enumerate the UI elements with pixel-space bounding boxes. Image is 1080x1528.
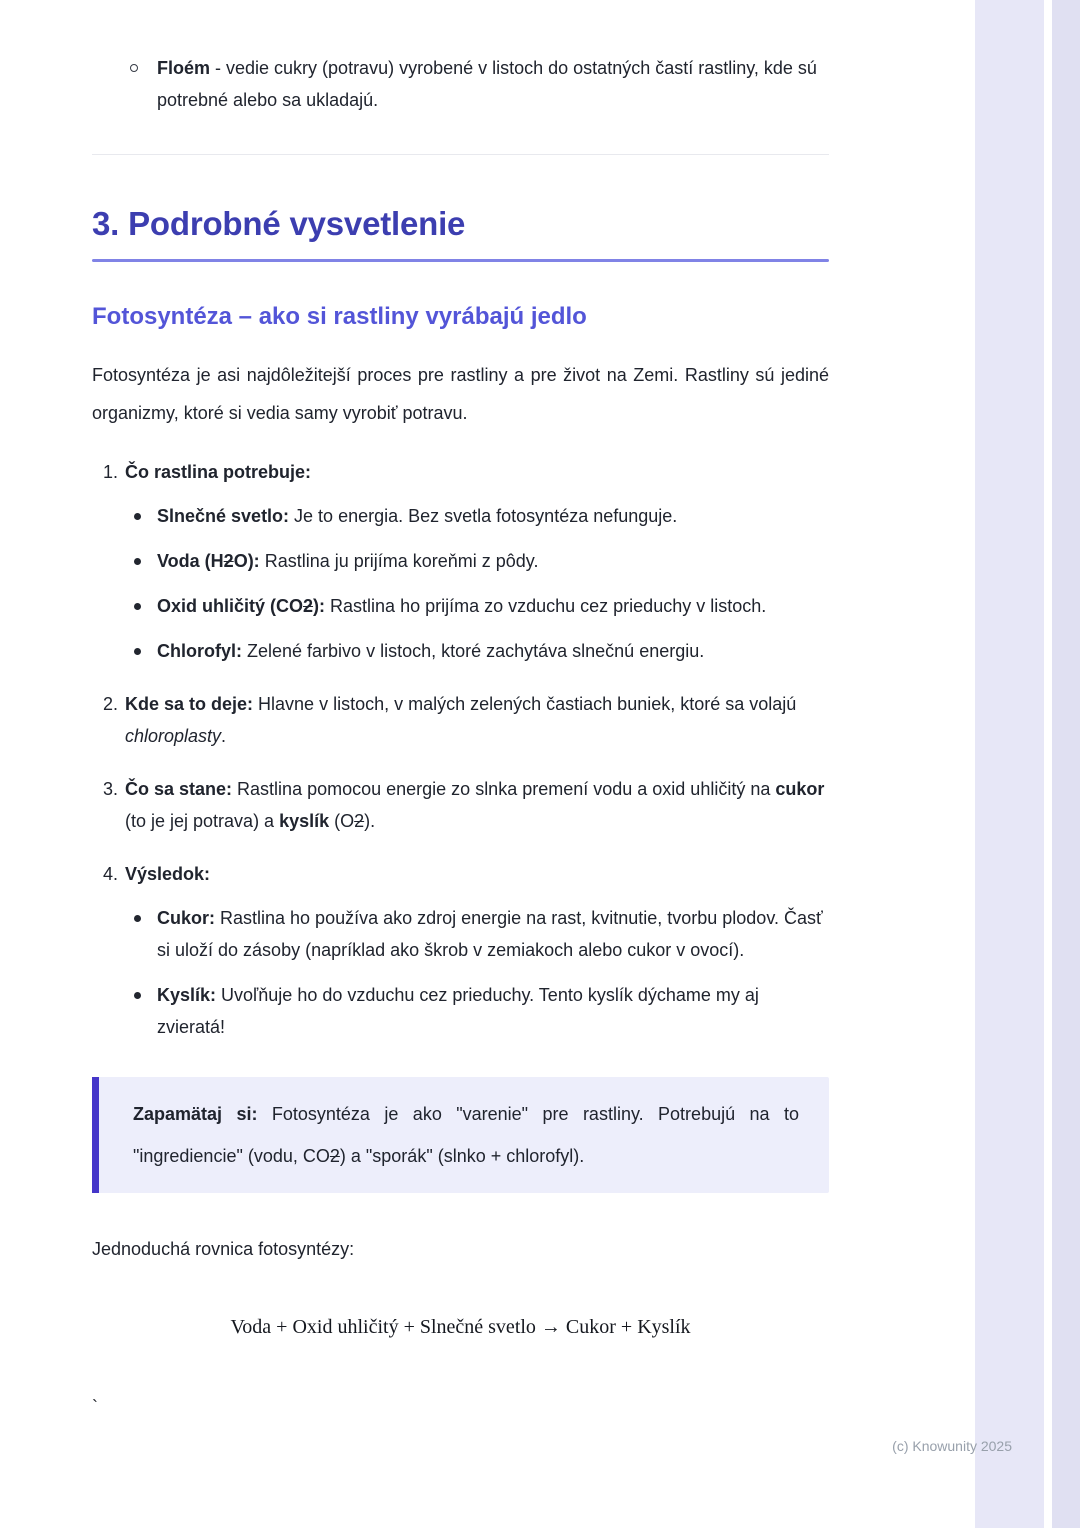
- bullet-item-voda: [92, 545, 829, 577]
- bullet-icon: [134, 915, 141, 922]
- numbered-item-3: [92, 773, 829, 837]
- section-heading: 3. Podrobné vysvetlenie: [92, 205, 466, 242]
- bullet-item-slnecne-svetlo: [92, 500, 829, 532]
- list-item-floem: [92, 52, 829, 116]
- stray-backtick: `: [92, 1397, 98, 1417]
- page-gap: [1044, 0, 1052, 1528]
- item-text: Čo rastlina potrebuje:: [125, 462, 312, 482]
- bullet-icon: [134, 558, 141, 565]
- equation-lead: Jednoduchá rovnica fotosyntézy:: [92, 1239, 355, 1259]
- item-text: Výsledok:: [125, 864, 211, 884]
- item-text: Kde sa to deje: Hlavne v listoch, v malých zelených častiach buniek, ktoré sa volajú chloroplasty.: [125, 694, 797, 746]
- bullet-item-cukor: [92, 902, 829, 966]
- bullet-item-text: Voda (H2O): Rastlina ju prijíma koreňmi z pôdy.: [157, 551, 539, 571]
- bullet-sub-list: [125, 902, 829, 1043]
- callout-text: Zapamätaj si: Fotosyntéza je ako "varenie" pre rastliny. Potrebujú na to "ingrediencie" (vodu, CO2) a "sporák" (slnko + chlorofyl).: [133, 1104, 799, 1166]
- bullet-item-text: Chlorofyl: Zelené farbivo v listoch, ktoré zachytáva slnečnú energiu.: [157, 641, 705, 661]
- numbered-item-2: [92, 688, 829, 752]
- bullet-item-text: Cukor: Rastlina ho používa ako zdroj energie na rast, kvitnutie, tvorbu plodov. Časť si uloží do zásoby (napríklad ako škrob v zemiakoch alebo cukor v ovocí).: [157, 908, 823, 960]
- hollow-bullet-icon: [130, 64, 138, 72]
- bullet-sub-list: [125, 500, 829, 667]
- bullet-item-text: Slnečné svetlo: Je to energia. Bez svetla fotosyntéza nefunguje.: [157, 506, 678, 526]
- copyright-notice: (c) Knowunity 2025: [892, 1438, 1012, 1454]
- numbered-item-4: [92, 858, 829, 1043]
- bullet-item-text: Oxid uhličitý (CO2): Rastlina ho prijíma zo vzduchu cez prieduchy v listoch.: [157, 596, 767, 616]
- item-number: 1.: [103, 462, 119, 482]
- section-divider: [92, 154, 829, 155]
- item-number: 4.: [103, 864, 119, 884]
- item-text: Čo sa stane: Rastlina pomocou energie zo slnka premení vodu a oxid uhličitý na cukor (to je jej potrava) a kyslík (O2).: [125, 779, 825, 831]
- bullet-item-oxid-uhlicity: [92, 590, 829, 622]
- next-page-edge: [1052, 0, 1080, 1528]
- item-number: 3.: [103, 779, 119, 799]
- item-number: 2.: [103, 694, 119, 714]
- bullet-item-chlorofyl: [92, 635, 829, 667]
- numbered-item-1: [92, 456, 829, 667]
- bullet-icon: [134, 992, 141, 999]
- subsection-heading: Fotosyntéza – ako si rastliny vyrábajú jedlo: [92, 303, 587, 330]
- bullet-icon: [134, 603, 141, 610]
- photosynthesis-equation: Voda + Oxid uhličitý + Slnečné svetlo → Cukor + Kyslík: [230, 1316, 691, 1338]
- bullet-item-kyslik: [92, 979, 829, 1043]
- document-content: [92, 0, 829, 1423]
- callout-box: [92, 1077, 829, 1193]
- intro-paragraph: Fotosyntéza je asi najdôležitejší proces pre rastliny a pre život na Zemi. Rastliny sú jediné organizmy, ktoré si vedia samy vyrobiť potravu.: [92, 365, 829, 423]
- page-edge-strip: [975, 0, 1080, 1528]
- list-item-text: Floém - vedie cukry (potravu) vyrobené v listoch do ostatných častí rastliny, kde sú potrebné alebo sa ukladajú.: [157, 58, 817, 110]
- bullet-item-text: Kyslík: Uvoľňuje ho do vzduchu cez prieduchy. Tento kyslík dýchame my aj zvieratá!: [157, 985, 759, 1037]
- bullet-icon: [134, 513, 141, 520]
- numbered-list: [92, 456, 829, 1043]
- heading-rule: [92, 259, 829, 262]
- bullet-icon: [134, 648, 141, 655]
